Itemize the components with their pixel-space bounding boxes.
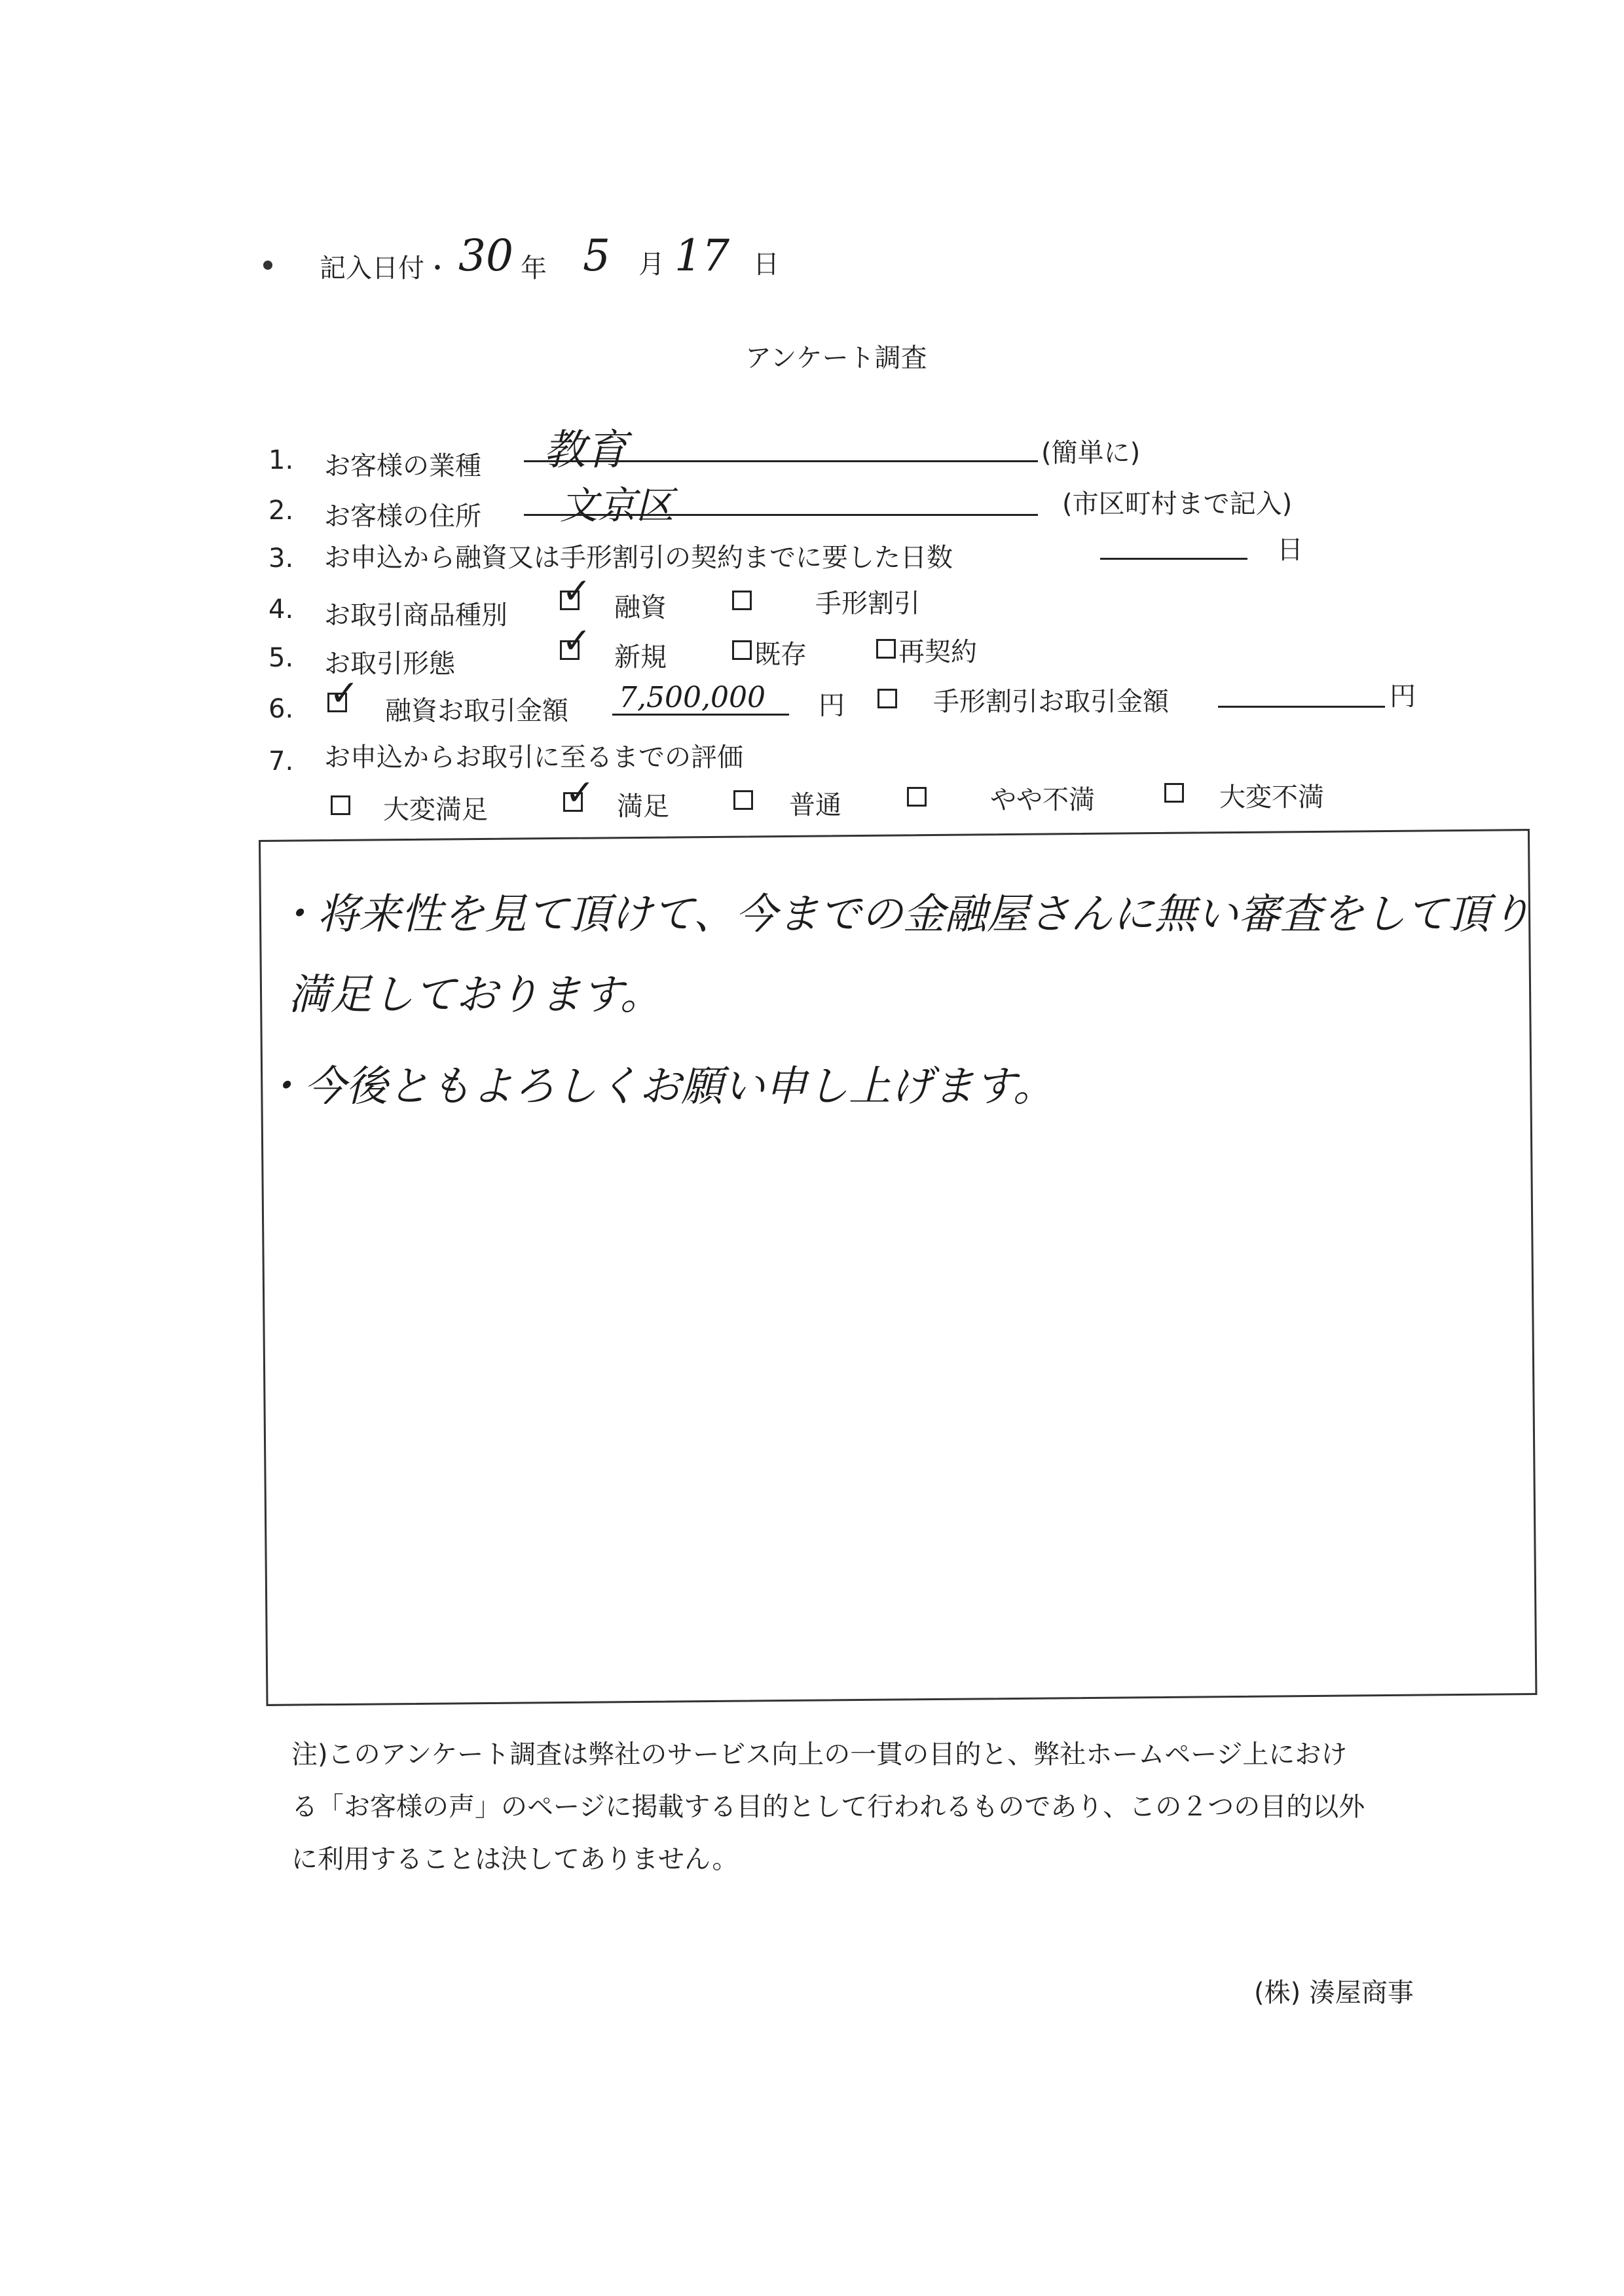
q7-very-dissatisfied-checkbox[interactable] xyxy=(1164,783,1184,803)
privacy-note xyxy=(291,1728,1365,1886)
q7-very-dissatisfied-label: 大変不満 xyxy=(1219,782,1324,812)
q7-satisfied-label: 満足 xyxy=(617,792,669,822)
q7-neutral-checkbox[interactable] xyxy=(733,790,753,810)
q2-label: お客様の住所 xyxy=(324,501,481,532)
q7-somewhat-dissatisfied-label: やや不満 xyxy=(990,785,1095,815)
q6-loan-amount[interactable]: 7,500,000 xyxy=(619,681,766,714)
q6-bill-amount-line[interactable] xyxy=(1218,706,1385,708)
q5-existing-label: 既存 xyxy=(754,640,807,670)
q6-loan-amount-line xyxy=(612,714,789,716)
q3-days-line[interactable] xyxy=(1100,558,1247,560)
q6-bill-yen: 円 xyxy=(1390,682,1416,712)
q3-label: お申込から融資又は手形割引の契約までに要した日数 xyxy=(324,543,953,573)
comment-line-3: ・今後ともよろしくお願い申し上げます。 xyxy=(262,1063,1055,1111)
q1-answer[interactable]: 教育 xyxy=(544,426,627,475)
q3-number: 3. xyxy=(268,543,294,574)
q4-loan-check-mark: ✓ xyxy=(562,570,592,611)
q2-number: 2. xyxy=(268,496,294,526)
q5-number: 5. xyxy=(268,643,294,673)
hole-punch-dot xyxy=(263,261,272,270)
q7-label: お申込からお取引に至るまでの評価 xyxy=(324,742,743,773)
q6-bill-label: 手形割引お取引金額 xyxy=(933,687,1169,717)
privacy-note-line-2: る「お客様の声」のページに掲載する目的として行われるものであり、この２つの目的以外 xyxy=(291,1792,1365,1822)
q7-somewhat-dissatisfied-checkbox[interactable] xyxy=(907,787,927,807)
date-day-unit: 日 xyxy=(753,249,779,280)
date-year-unit: 年 xyxy=(521,253,547,283)
q5-renewal-label: 再契約 xyxy=(898,637,977,667)
q4-loan-label: 融資 xyxy=(614,592,667,623)
q4-bill-checkbox[interactable] xyxy=(732,591,752,610)
q2-hint: (市区町村まで記入) xyxy=(1062,489,1293,519)
q4-bill-label: 手形割引 xyxy=(815,589,920,619)
q1-answer-line xyxy=(524,460,1038,462)
q2-answer[interactable]: 文京区 xyxy=(560,483,674,528)
q1-label: お客様の業種 xyxy=(324,451,481,481)
q5-new-label: 新規 xyxy=(614,642,667,672)
q1-hint: (簡単に) xyxy=(1041,438,1141,468)
survey-title: アンケート調査 xyxy=(745,343,927,373)
q5-renewal-checkbox[interactable] xyxy=(876,639,896,659)
privacy-note-line-3: に利用することは決してありません。 xyxy=(291,1844,739,1874)
q2-answer-line xyxy=(524,514,1038,516)
q6-bill-checkbox[interactable] xyxy=(877,689,897,708)
comment-line-1: ・将来性を見て頂けて、今までの金融屋さんに無い審査をして頂り xyxy=(275,890,1532,939)
q6-loan-label: 融資お取引金額 xyxy=(385,696,568,726)
q7-very-satisfied-label: 大変満足 xyxy=(383,795,488,825)
date-label: 記入日付・ xyxy=(320,253,451,283)
q7-satisfied-check-mark: ✓ xyxy=(565,772,595,813)
date-year-value[interactable]: 30 xyxy=(458,230,513,281)
q4-number: 4. xyxy=(268,594,294,625)
date-month-unit: 月 xyxy=(638,249,665,280)
q5-existing-checkbox[interactable] xyxy=(732,640,752,660)
comment-line-2: 満足しております。 xyxy=(288,971,662,1019)
q5-label: お取引形態 xyxy=(324,649,455,679)
privacy-note-line-1: 注)このアンケート調査は弊社のサービス向上の一貫の目的と、弊社ホームページ上におけ xyxy=(291,1740,1348,1770)
q3-unit: 日 xyxy=(1277,535,1303,565)
q6-number: 6. xyxy=(268,694,294,724)
q6-loan-check-mark: ✓ xyxy=(329,672,360,714)
date-day-value[interactable]: 17 xyxy=(674,230,729,281)
date-month-value[interactable]: 5 xyxy=(583,230,610,281)
company-name: (株) 湊屋商事 xyxy=(1254,1978,1414,2008)
q7-very-satisfied-checkbox[interactable] xyxy=(331,795,350,815)
q6-loan-yen: 円 xyxy=(819,691,845,721)
q4-label: お取引商品種別 xyxy=(324,600,507,630)
q1-number: 1. xyxy=(268,445,294,475)
q7-neutral-label: 普通 xyxy=(789,790,841,820)
q5-new-check-mark: ✓ xyxy=(562,620,592,661)
q7-number: 7. xyxy=(268,746,294,776)
